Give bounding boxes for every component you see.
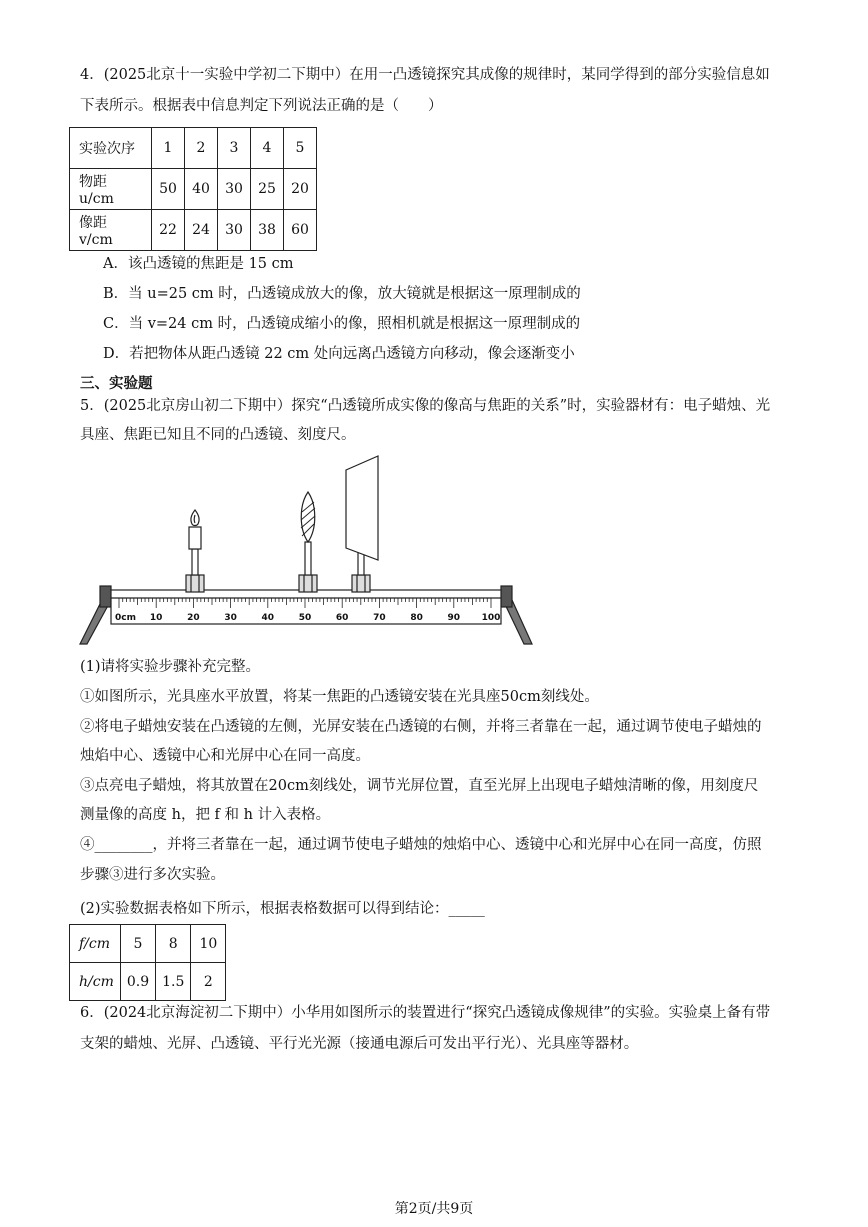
- lens-stand: [299, 492, 317, 592]
- ruler-label: 0cm: [115, 613, 136, 623]
- table-row: [70, 210, 317, 251]
- ruler-label: 10: [149, 613, 163, 623]
- ruler-label: 60: [335, 613, 349, 623]
- q4-option-d: D．若把物体从距凸透镜 22 cm 处向远离凸透镜方向移动，像会逐渐变小: [103, 346, 575, 362]
- q5-step3-line2: 测量像的高度 h，把 f 和 h 计入表格。: [80, 807, 331, 823]
- section-heading: 三、实验题: [80, 375, 153, 392]
- table-cell: 1: [152, 128, 185, 169]
- table-cell: 8: [156, 925, 191, 963]
- q4-stem-line2: 下表所示。根据表中信息判定下列说法正确的是（ ）: [80, 98, 443, 114]
- ruler-label: 30: [224, 613, 237, 623]
- table-cell: 22: [152, 210, 185, 251]
- q5-step3-line1: ③点亮电子蜡烛，将其放置在20cm刻线处，调节光屏位置，直至光屏上出现电子蜡烛清晰的像，用刻度尺: [80, 778, 759, 794]
- table-cell: 2: [191, 963, 226, 1001]
- q5-step4-line1: ④________，并将三者靠在一起，通过调节使电子蜡烛的烛焰中心、透镜中心和光屏中心在同一高度，仿照: [80, 837, 762, 853]
- table-row: [70, 169, 317, 210]
- table-cell: 10: [191, 925, 226, 963]
- electronic-candle: [189, 527, 201, 549]
- ruler-label: 20: [187, 613, 200, 623]
- screen-stand: [346, 456, 378, 592]
- q5-step1: ①如图所示，光具座水平放置，将某一焦距的凸透镜安装在光具座50cm刻线处。: [80, 689, 599, 705]
- q5-data-table: [69, 924, 226, 1001]
- table-cell: f/cm: [70, 925, 121, 963]
- candle-stand: [186, 510, 204, 592]
- ruler-label: 70: [373, 613, 386, 623]
- bench-left-post: [100, 586, 111, 607]
- table-cell: 60: [284, 210, 317, 251]
- ruler-label: 100: [481, 613, 501, 623]
- q5-step4-line2: 步骤③进行多次实验。: [80, 867, 225, 883]
- q4-option-c: C．当 v=24 cm 时，凸透镜成缩小的像，照相机就是根据这一原理制成的: [103, 316, 581, 332]
- ruler-label: 80: [410, 613, 423, 623]
- q5-stem-line1: 5．(2025北京房山初二下期中）探究“凸透镜所成实像的像高与焦距的关系”时，实验器材有：电子蜡烛、光: [80, 398, 771, 414]
- table-cell: 像距 v/cm: [70, 210, 152, 251]
- q4-stem-line1: 4．(2025北京十一实验中学初二下期中）在用一凸透镜探究其成像的规律时，某同学得到的部分实验信息如: [80, 67, 770, 83]
- table-cell: 4: [251, 128, 284, 169]
- q6-stem-line2: 支架的蜡烛、光屏、凸透镜、平行光光源（接通电源后可发出平行光）、光具座等器材。: [80, 1036, 639, 1052]
- optical-bench-figure: [76, 452, 546, 650]
- table-cell: 30: [218, 210, 251, 251]
- table-cell: 38: [251, 210, 284, 251]
- table-cell: 5: [120, 925, 155, 963]
- table-cell: 0.9: [120, 963, 155, 1001]
- table-row: [70, 128, 317, 169]
- ruler-label: 90: [447, 613, 461, 623]
- table-row: [70, 963, 226, 1001]
- table-cell: 50: [152, 169, 185, 210]
- q5-step2-line1: ②将电子蜡烛安装在凸透镜的左侧，光屏安装在凸透镜的右侧，并将三者靠在一起，通过调节使电子蜡烛的: [80, 719, 762, 735]
- table-cell: 5: [284, 128, 317, 169]
- table-row: [70, 925, 226, 963]
- table-cell: 3: [218, 128, 251, 169]
- q4-data-table: [69, 127, 317, 251]
- light-screen: [346, 456, 378, 560]
- bench-right-post: [501, 586, 512, 607]
- table-cell: 2: [185, 128, 218, 169]
- table-cell: 24: [185, 210, 218, 251]
- q4-option-a: A．该凸透镜的焦距是 15 cm: [103, 256, 294, 272]
- q5-sub2: (2)实验数据表格如下所示，根据表格数据可以得到结论：_____: [80, 901, 485, 917]
- table-cell: 30: [218, 169, 251, 210]
- q5-sub1: (1)请将实验步骤补充完整。: [80, 659, 261, 675]
- ruler-label: 50: [298, 613, 312, 623]
- q5-stem-line2: 具座、焦距已知且不同的凸透镜、刻度尺。: [80, 427, 356, 443]
- table-cell: 20: [284, 169, 317, 210]
- q4-option-b: B．当 u=25 cm 时，凸透镜成放大的像，放大镜就是根据这一原理制成的: [103, 286, 581, 302]
- table-cell: 物距 u/cm: [70, 169, 152, 210]
- table-cell: 实验次序: [70, 128, 152, 169]
- table-cell: 1.5: [156, 963, 191, 1001]
- ruler-label: 40: [261, 613, 275, 623]
- table-cell: h/cm: [70, 963, 121, 1001]
- page-footer: 第2页/共9页: [394, 1201, 474, 1217]
- table-cell: 40: [185, 169, 218, 210]
- q5-step2-line2: 烛焰中心、透镜中心和光屏中心在同一高度。: [80, 748, 370, 764]
- table-cell: 25: [251, 169, 284, 210]
- q6-stem-line1: 6．(2024北京海淀初二下期中）小华用如图所示的装置进行“探究凸透镜成像规律”的实验。实验桌上备有带: [80, 1005, 771, 1021]
